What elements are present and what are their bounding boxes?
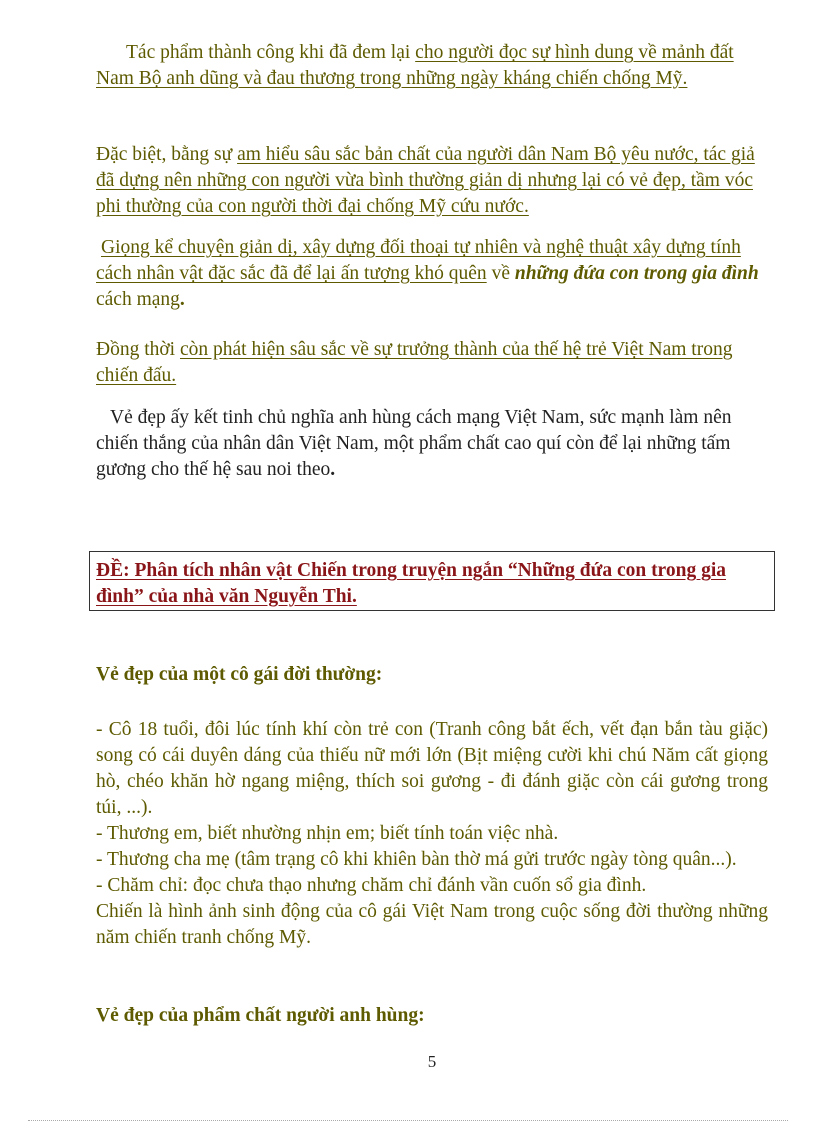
para3-end: cách mạng [96,289,180,310]
para2-plain: Đặc biệt, bằng sự [96,144,238,165]
list-item: - Cô 18 tuổi, đôi lúc tính khí còn trẻ con (Tranh công bắt ếch, vết đạn bắn tàu giặc) song có cái duyên dáng của thiếu nữ mới lớn (Bịt miệng cười khi chú Năm cất giọng hò, chéo khăn hờ ngang miệng, thích soi gương - đi đánh giặc còn cái gương trong túi, ...). [96,719,768,818]
list-item: - Chăm chỉ: đọc chưa thạo nhưng chăm chỉ đánh vần cuốn sổ gia đình. [96,875,647,896]
para3-period: . [179,289,185,310]
para2-underlined: am hiểu sâu sắc bản chất của người dân Nam Bộ yêu nước, tác giả đã dựng nên những con người vừa bình thường giản dị nhưng lại có vẻ đẹp, tầm vóc phi thường của con người thời đại chống Mỹ cứu nước. [96,144,755,217]
list-item: Chiến là hình ảnh sinh động của cô gái Việt Nam trong cuộc sống đời thường những năm chiến tranh chống Mỹ. [96,901,768,948]
para3-underlined: Giọng kể chuyện giản dị, xây dựng đối thoại tự nhiên và nghệ thuật xây dựng tính cách nhân vật đặc sắc đã để lại ấn tượng khó quên [96,237,741,284]
list-item: - Thương em, biết nhường nhịn em; biết tính toán việc nhà. [96,823,559,844]
para4-underlined: còn phát hiện sâu sắc về sự trưởng thành của thế hệ trẻ Việt Nam trong chiến đấu. [96,339,733,386]
para3-bold-italic: những đứa con trong gia đình [514,263,759,284]
page-divider [28,1120,788,1121]
heading-ordinary-beauty: Vẻ đẹp của một cô gái đời thường: [96,664,383,685]
body-list [96,717,768,951]
para5-text: Vẻ đẹp ấy kết tinh chủ nghĩa anh hùng cách mạng Việt Nam, sức mạnh làm nên chiến thắng của nhân dân Việt Nam, một phẩm chất cao quí còn để lại những tấm gương cho thế hệ sau noi theo [96,407,732,480]
paragraph-2 [96,142,768,220]
para3-mid: về [486,263,515,284]
topic-box [89,551,775,611]
paragraph-3 [96,235,768,313]
paragraph-4 [96,337,768,389]
list-item: - Thương cha mẹ (tâm trạng cô khi khiên bàn thờ má gửi trước ngày tòng quân...). [96,849,737,870]
para1-plain: Tác phẩm thành công khi đã đem lại [126,42,416,63]
paragraph-5 [96,405,768,483]
para4-plain: Đồng thời [96,339,180,360]
para1-underlined: cho người đọc sự hình dung về mảnh đất Nam Bộ anh dũng và đau thương trong những ngày kháng chiến chống Mỹ. [96,42,734,89]
heading-heroic-beauty: Vẻ đẹp của phẩm chất người anh hùng: [96,1005,425,1026]
page-number: 5 [427,1052,437,1071]
paragraph-1 [96,40,768,92]
topic-text: ĐỀ: Phân tích nhân vật Chiến trong truyện ngắn “Những đứa con trong gia đình” của nhà văn Nguyễn Thi. [96,560,726,607]
para5-period: . [330,459,336,480]
